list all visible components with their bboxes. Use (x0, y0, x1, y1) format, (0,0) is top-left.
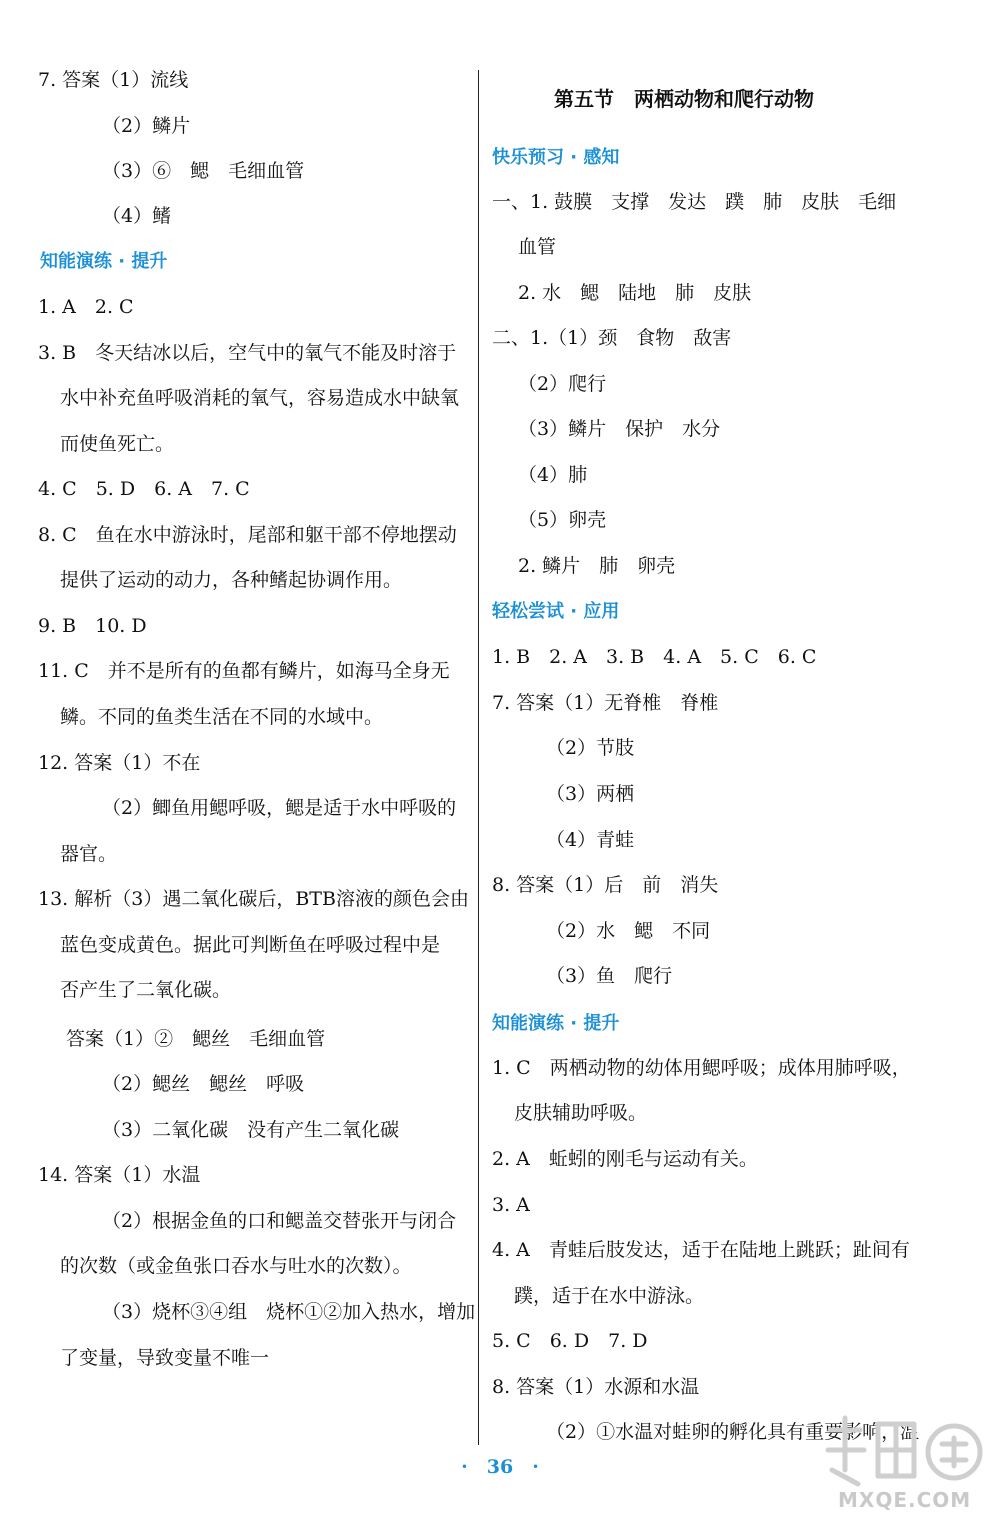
answer-line: 8. 答案（1）水源和水温 (492, 1376, 700, 1398)
answer-line: （2）爬行 (518, 373, 607, 395)
answer-line: 4. A 青蛙后肢发达，适于在陆地上跳跃；趾间有 (492, 1239, 910, 1261)
section-heading: 知能演练 · 提升 (492, 1013, 620, 1034)
answer-line: 的次数（或金鱼张口吞水与吐水的次数）。 (60, 1255, 412, 1277)
answer-line: 蓝色变成黄色。据此可判断鱼在呼吸过程中是 (60, 934, 441, 956)
answer-line: 14. 答案（1）水温 (38, 1164, 201, 1186)
answer-line: （5）卵壳 (518, 509, 607, 531)
answer-line: 12. 答案（1）不在 (38, 752, 201, 774)
answer-line: 皮肤辅助呼吸。 (514, 1102, 648, 1124)
answer-line: 2. 鳞片 肺 卵壳 (518, 555, 676, 577)
section-heading: 快乐预习 · 感知 (492, 147, 620, 168)
answer-line: 血管 (518, 236, 557, 258)
answer-line: 蹼，适于在水中游泳。 (514, 1285, 705, 1307)
section-heading: 知能演练 · 提升 (40, 251, 168, 272)
section-title: 第五节 两栖动物和爬行动物 (554, 87, 814, 111)
answer-line: 二、1.（1）颈 食物 敌害 (492, 327, 732, 349)
answer-line: 1. A 2. C (38, 296, 134, 318)
answer-line: 9. B 10. D (38, 615, 147, 637)
answer-line: 一、1. 鼓膜 支撑 发达 蹼 肺 皮肤 毛细 (492, 191, 897, 213)
answer-line: （3）⑥ 鳃 毛细血管 (102, 160, 305, 182)
answer-line: 否产生了二氧化碳。 (60, 979, 232, 1001)
answer-line: （2）鳞片 (102, 115, 191, 137)
answer-line: 5. C 6. D 7. D (492, 1330, 648, 1352)
answer-line: （2）鲫鱼用鳃呼吸，鳃是适于水中呼吸的 (102, 797, 457, 819)
answer-line: 答案（1）② 鳃丝 毛细血管 (66, 1028, 326, 1050)
answer-line: （3）二氧化碳 没有产生二氧化碳 (102, 1119, 400, 1141)
answer-line: 3. B 冬天结冰以后，空气中的氧气不能及时溶于 (38, 342, 457, 364)
answer-line: （2）水 鳃 不同 (546, 920, 711, 942)
answer-line: 水中补充鱼呼吸消耗的氧气，容易造成水中缺氧 (60, 387, 460, 409)
answer-line: 8. C 鱼在水中游泳时，尾部和躯干部不停地摆动 (38, 524, 457, 546)
answer-line: 7. 答案（1）流线 (38, 69, 189, 91)
answer-line: 1. C 两栖动物的幼体用鳃呼吸；成体用肺呼吸， (492, 1057, 911, 1079)
section-heading: 轻松尝试 · 应用 (492, 601, 620, 622)
answer-line: 11. C 并不是所有的鱼都有鳞片，如海马全身无 (38, 660, 450, 682)
answer-line: 1. B 2. A 3. B 4. A 5. C 6. C (492, 646, 817, 668)
answer-line: （2）鳃丝 鳃丝 呼吸 (102, 1073, 305, 1095)
answer-line: 鳞。不同的鱼类生活在不同的水域中。 (60, 706, 384, 728)
answer-line: （4）肺 (518, 464, 588, 486)
answer-line: 13. 解析（3）遇二氧化碳后，BTB溶液的颜色会由 (38, 888, 469, 910)
answer-line: 7. 答案（1）无脊椎 脊椎 (492, 692, 719, 714)
answer-line: 了变量，导致变量不唯一 (60, 1347, 270, 1369)
answer-line: （4）青蛙 (546, 829, 635, 851)
answer-line: 提供了运动的动力，各种鳍起协调作用。 (60, 569, 403, 591)
answer-line: （3）鱼 爬行 (546, 965, 673, 987)
answer-line: （3）两栖 (546, 783, 635, 805)
answer-line: （2）①水温对蛙卵的孵化具有重要影响，温 (546, 1421, 920, 1443)
answer-line: 8. 答案（1）后 前 消失 (492, 874, 719, 896)
answer-line: （2）节肢 (546, 737, 635, 759)
answer-line: （3）鳞片 保护 水分 (518, 418, 721, 440)
answer-line: 器官。 (60, 843, 118, 865)
answer-line: （3）烧杯③④组 烧杯①②加入热水，增加 (102, 1301, 476, 1323)
answer-line: 3. A (492, 1194, 530, 1216)
answer-line: （2）根据金鱼的口和鳃盖交替张开与闭合 (102, 1210, 457, 1232)
answer-line: 4. C 5. D 6. A 7. C (38, 478, 250, 500)
answer-line: 而使鱼死亡。 (60, 433, 175, 455)
answer-line: （4）鳍 (102, 205, 172, 227)
page-number: · 36 · (461, 1456, 539, 1478)
answer-line: 2. A 蚯蚓的刚毛与运动有关。 (492, 1148, 758, 1170)
column-divider (478, 70, 479, 1445)
watermark-text: MXQE.COM (838, 1488, 972, 1512)
answer-line: 2. 水 鳃 陆地 肺 皮肤 (518, 282, 752, 304)
